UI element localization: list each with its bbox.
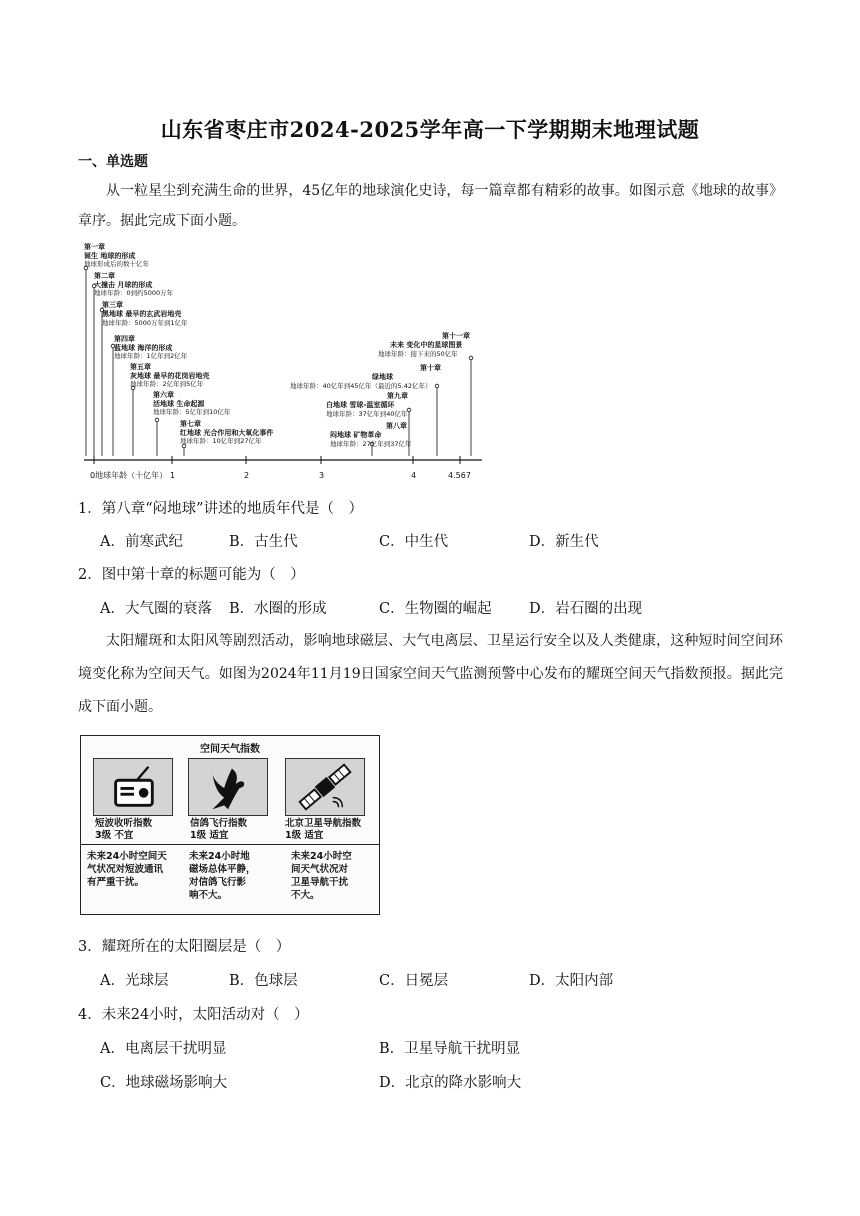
ch7-line2: 地球年龄：10亿年到27亿年 bbox=[180, 437, 262, 445]
passage-1: 从一粒星尘到充满生命的世界，45亿年的地球演化史诗，每一篇章都有精彩的故事。如图示意《地球的故事》章序。据此完成下面小题。 bbox=[78, 183, 783, 229]
ch1-line1: 诞生 地球的形成 bbox=[84, 252, 136, 260]
ch10-line2: 地球年龄：40亿年到45亿年（最近的5.42亿年） bbox=[290, 382, 432, 390]
ch11-title: 第十一章 bbox=[442, 332, 470, 340]
q3-option-a: A．光球层 bbox=[100, 973, 169, 989]
radio-label: 短波收听指数 3级 不宜 bbox=[95, 818, 153, 841]
q2-option-c: C．生物圈的崛起 bbox=[379, 601, 492, 617]
ch5-title: 第五章 bbox=[130, 363, 151, 371]
radio-panel bbox=[93, 758, 173, 816]
ch8-title: 第八章 bbox=[386, 422, 407, 430]
satellite-icon bbox=[286, 759, 364, 815]
ch1-title: 第一章 bbox=[84, 243, 105, 251]
ch11-line1: 未来 变化中的星球图景 bbox=[390, 341, 463, 349]
question-1: 1．第八章“闷地球”讲述的地质年代是（ ） bbox=[78, 501, 364, 517]
passage-2: 太阳耀斑和太阳风等剧烈活动，影响地球磁层、大气电离层、卫星运行安全以及人类健康，这种短时间空间环境变化称为空间天气。如图为2024年11月19日国家空间天气监测预警中心发布的耀斑空间天气指数预报。据此完成下面小题。 bbox=[78, 633, 783, 715]
q2-option-b: B．水圈的形成 bbox=[229, 601, 327, 617]
radio-desc: 未来24小时空间天 气状况对短波通讯 有严重干扰。 bbox=[87, 851, 167, 888]
question-4: 4．未来24小时，太阳活动对（ ） bbox=[78, 1007, 309, 1023]
ch1-line2: 地球形成后的数十亿年 bbox=[84, 260, 149, 268]
space-weather-index-figure bbox=[80, 735, 380, 915]
tick-1: 1 bbox=[170, 471, 176, 480]
tick-4567: 4.567 bbox=[448, 471, 471, 480]
divider bbox=[81, 844, 379, 845]
question-2: 2．图中第十章的标题可能为（ ） bbox=[78, 567, 305, 583]
ch5-line1: 灰地球 最早的花岗岩地壳 bbox=[130, 372, 210, 380]
ch8-line2: 地球年龄：27亿年到37亿年 bbox=[330, 440, 412, 448]
q1-option-a: A．前寒武纪 bbox=[100, 534, 183, 550]
figure-title: 空间天气指数 bbox=[200, 744, 260, 755]
radio-icon bbox=[94, 759, 172, 815]
q4-option-d: D．北京的降水影响大 bbox=[379, 1075, 522, 1091]
satellite-desc: 未来24小时空 间天气状况对 卫星导航干扰 不大。 bbox=[291, 851, 352, 901]
tick-3: 3 bbox=[319, 471, 325, 480]
satellite-panel bbox=[285, 758, 365, 816]
question-3: 3．耀斑所在的太阳圈层是（ ） bbox=[78, 939, 291, 955]
ch2-line2: 地球年龄：0到约5000万年 bbox=[94, 289, 174, 297]
ch4-title: 第四章 bbox=[114, 335, 135, 343]
ch9-line1: 白地球 雪球-温室循环 bbox=[326, 401, 395, 409]
ch9-line2: 地球年龄：37亿年到40亿年 bbox=[326, 410, 408, 418]
page-title: 山东省枣庄市2024-2025学年高一下学期期末地理试题 bbox=[160, 117, 700, 142]
q1-option-d: D．新生代 bbox=[529, 534, 599, 550]
ch3-title: 第三章 bbox=[102, 301, 123, 309]
ch10-line1: 绿地球 bbox=[372, 373, 393, 381]
q4-option-a: A．电离层干扰明显 bbox=[100, 1041, 227, 1057]
ch8-line1: 闷地球 矿物革命 bbox=[330, 431, 382, 439]
ch11-line2: 地球年龄：接下来的50亿年 bbox=[378, 350, 458, 358]
q3-option-b: B．色球层 bbox=[229, 973, 298, 989]
ch7-line1: 红地球 光合作用和大氧化事件 bbox=[180, 429, 274, 437]
ch4-line1: 蓝地球 海洋的形成 bbox=[114, 344, 173, 352]
ch3-line2: 地球年龄：5000万年到1亿年 bbox=[102, 319, 188, 327]
ch5-line2: 地球年龄：2亿年到5亿年 bbox=[130, 380, 204, 388]
q2-option-d: D．岩石圈的出现 bbox=[529, 601, 643, 617]
ch6-line2: 地球年龄：5亿年到10亿年 bbox=[153, 408, 231, 416]
q3-option-d: D．太阳内部 bbox=[529, 973, 614, 989]
ch4-line2: 地球年龄：1亿年到2亿年 bbox=[114, 352, 188, 360]
ch2-title: 第二章 bbox=[94, 272, 115, 280]
satellite-label: 北京卫星导航指数 1级 适宜 bbox=[285, 818, 362, 841]
q2-option-a: A．大气圈的衰落 bbox=[100, 601, 212, 617]
pigeon-desc: 未来24小时地 磁场总体平静， 对信鸽飞行影 响不大。 bbox=[189, 851, 256, 901]
pigeon-icon bbox=[189, 759, 267, 815]
ch6-line1: 活地球 生命起源 bbox=[153, 400, 205, 408]
pigeon-label: 信鸽飞行指数 1级 适宜 bbox=[190, 818, 248, 841]
ch7-title: 第七章 bbox=[180, 420, 201, 428]
ch9-title: 第九章 bbox=[387, 392, 408, 400]
ch6-title: 第六章 bbox=[153, 391, 174, 399]
ch3-line1: 黑地球 最早的玄武岩地壳 bbox=[102, 310, 182, 318]
q4-option-c: C．地球磁场影响大 bbox=[100, 1075, 228, 1091]
tick-4: 4 bbox=[411, 471, 417, 480]
earth-story-timeline bbox=[80, 238, 485, 484]
q3-option-c: C．日冕层 bbox=[379, 973, 449, 989]
axis-label: 0地球年龄（十亿年） bbox=[90, 471, 168, 480]
q1-option-c: C．中生代 bbox=[379, 534, 449, 550]
ch10-title: 第十章 bbox=[420, 364, 441, 372]
section-heading: 一、单选题 bbox=[78, 154, 148, 170]
q4-option-b: B．卫星导航干扰明显 bbox=[379, 1041, 521, 1057]
tick-2: 2 bbox=[244, 471, 250, 480]
pigeon-panel bbox=[188, 758, 268, 816]
q1-option-b: B．古生代 bbox=[229, 534, 298, 550]
ch2-line1: 大撞击 月球的形成 bbox=[94, 281, 153, 289]
